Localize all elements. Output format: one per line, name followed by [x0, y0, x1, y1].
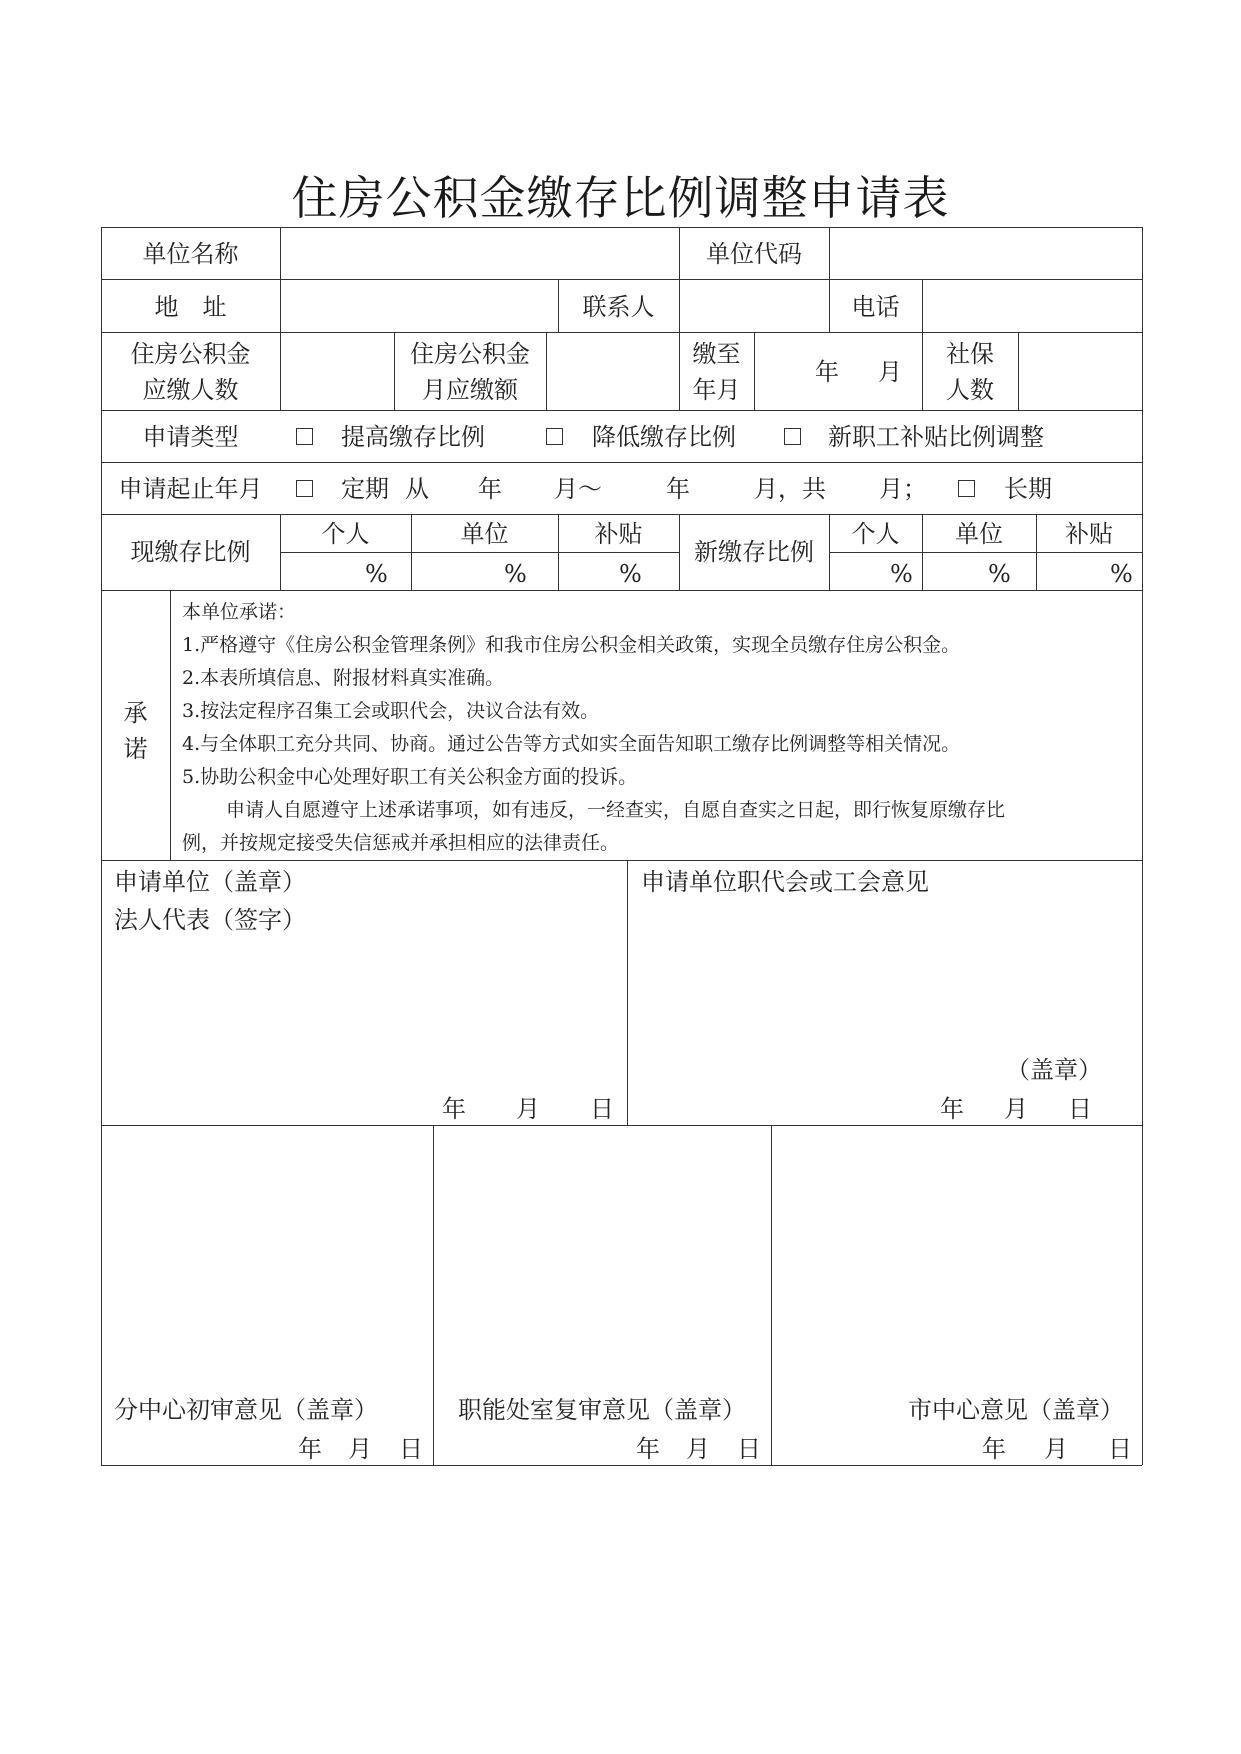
period-label: 申请起止年月 [118, 475, 263, 503]
sign-right-day: 日 [1068, 1095, 1092, 1123]
current-subsidy-header: 补贴 [594, 520, 643, 548]
contact-field[interactable] [681, 281, 828, 331]
unit-code-field[interactable] [831, 229, 1141, 278]
checkbox-raise[interactable] [296, 428, 313, 445]
current-subsidy-percent[interactable]: % [619, 560, 642, 588]
city-review-label: 市中心意见（盖章） [908, 1396, 1124, 1424]
paid-until-month: 月 [878, 358, 902, 386]
department-day: 日 [737, 1435, 761, 1463]
promise-intro: 本单位承诺： [182, 601, 297, 623]
address-label: 地 址 [154, 293, 227, 321]
union-seal: （盖章） [1006, 1056, 1102, 1084]
monthly-amount-field[interactable] [548, 334, 678, 409]
option-lower: 降低缴存比例 [592, 423, 736, 451]
department-month: 月 [686, 1435, 710, 1463]
city-year: 年 [982, 1435, 1006, 1463]
current-rate-label: 现缴存比例 [130, 538, 251, 566]
sign-left-month: 月 [516, 1095, 540, 1123]
monthly-amount-label: 住房公积金 月应缴额 [410, 340, 530, 404]
fixed-period-label: 定期 [341, 475, 389, 503]
promise-item-5: 5.协助公积金中心处理好职工有关公积金方面的投诉。 [182, 766, 638, 788]
branch-review-area[interactable] [103, 1127, 432, 1397]
branch-month: 月 [348, 1435, 372, 1463]
current-personal-header: 个人 [321, 520, 370, 548]
unit-code-label: 单位代码 [706, 240, 802, 268]
current-personal-percent[interactable]: % [365, 560, 388, 588]
long-term-label: 长期 [1004, 475, 1052, 503]
branch-review-label: 分中心初审意见（盖章） [114, 1396, 378, 1424]
checkbox-new-staff[interactable] [784, 428, 801, 445]
branch-year: 年 [298, 1435, 322, 1463]
current-unit-percent[interactable]: % [504, 560, 527, 588]
sign-right-year: 年 [940, 1095, 964, 1123]
option-raise: 提高缴存比例 [341, 423, 485, 451]
new-subsidy-percent[interactable]: % [1110, 560, 1133, 588]
branch-day: 日 [399, 1435, 423, 1463]
city-review-area[interactable] [773, 1127, 1141, 1397]
contact-label: 联系人 [582, 293, 655, 321]
sign-right-month: 月 [1004, 1095, 1028, 1123]
option-new-staff: 新职工补贴比例调整 [828, 423, 1044, 451]
new-personal-percent[interactable]: % [890, 560, 913, 588]
promise-item-3: 3.按法定程序召集工会或职代会，决议合法有效。 [182, 700, 600, 722]
headcount-label: 住房公积金 应缴人数 [130, 340, 251, 404]
current-unit-header: 单位 [460, 520, 509, 548]
start-year: 年 [478, 475, 502, 503]
address-field[interactable] [282, 281, 557, 331]
phone-label: 电话 [851, 293, 900, 321]
form-title: 住房公积金缴存比例调整申请表 [291, 171, 950, 225]
promise-closing-1: 申请人自愿遵守上述承诺事项，如有违反，一经查实，自愿自查实之日起，即行恢复原缴存比 [226, 799, 1006, 821]
checkbox-long-term[interactable] [958, 480, 975, 497]
new-personal-header: 个人 [851, 520, 900, 548]
paid-until-year: 年 [815, 358, 839, 386]
department-review-label: 职能处室复审意见（盖章） [458, 1396, 746, 1424]
phone-field[interactable] [924, 281, 1141, 331]
union-opinion-area[interactable] [629, 905, 1140, 1055]
from-label: 从 [405, 475, 429, 503]
checkbox-lower[interactable] [546, 428, 563, 445]
city-day: 日 [1108, 1435, 1132, 1463]
legal-rep-signature: 法人代表（签字） [114, 906, 306, 934]
new-unit-header: 单位 [955, 520, 1003, 548]
department-year: 年 [636, 1435, 660, 1463]
start-month: 月～ [554, 475, 602, 503]
end-month: 月，共 [754, 475, 826, 503]
union-opinion-label: 申请单位职代会或工会意见 [641, 868, 929, 896]
new-rate-label: 新缴存比例 [694, 538, 814, 566]
social-security-field[interactable] [1020, 334, 1141, 409]
applicant-unit-seal: 申请单位（盖章） [114, 868, 306, 896]
apply-type-label: 申请类型 [142, 423, 239, 451]
promise-item-2: 2.本表所填信息、附报材料真实准确。 [182, 667, 505, 689]
applicant-sign-area[interactable] [103, 940, 625, 1090]
city-month: 月 [1044, 1435, 1068, 1463]
social-security-label: 社保 人数 [946, 340, 994, 404]
headcount-field[interactable] [282, 334, 393, 409]
checkbox-fixed-period[interactable] [296, 480, 313, 497]
end-year: 年 [666, 475, 690, 503]
total-months: 月； [879, 475, 927, 503]
unit-name-label: 单位名称 [142, 240, 239, 268]
unit-name-field[interactable] [282, 229, 678, 278]
department-review-area[interactable] [435, 1127, 770, 1397]
promise-item-1: 1.严格遵守《住房公积金管理条例》和我市住房公积金相关政策，实现全员缴存住房公积金。 [182, 634, 961, 656]
sign-left-day: 日 [590, 1095, 614, 1123]
promise-side-label: 承 诺 [123, 699, 148, 763]
new-unit-percent[interactable]: % [988, 560, 1011, 588]
new-subsidy-header: 补贴 [1065, 520, 1113, 548]
promise-closing-2: 例，并按规定接受失信惩戒并承担相应的法律责任。 [182, 832, 620, 854]
promise-item-4: 4.与全体职工充分共同、协商。通过公告等方式如实全面告知职工缴存比例调整等相关情况。 [182, 733, 961, 755]
sign-left-year: 年 [442, 1095, 466, 1123]
paid-until-label: 缴至 年月 [692, 340, 741, 404]
